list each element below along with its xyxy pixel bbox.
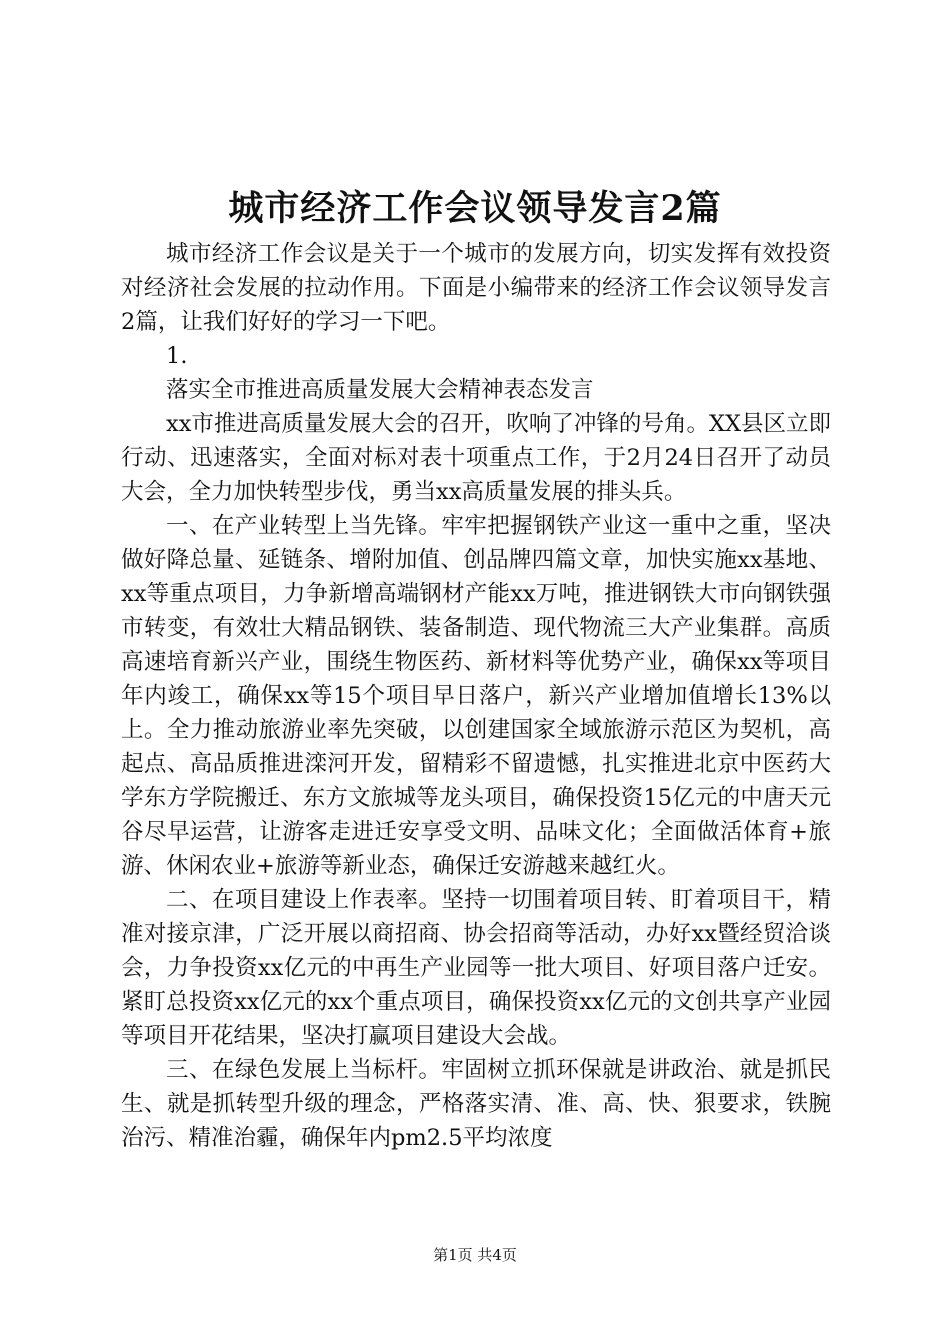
page-footer: 第1页 共4页 <box>433 1246 517 1264</box>
section-number: 1. <box>166 343 188 369</box>
body-paragraph: 二、在项目建设上作表率。坚持一切围着项目转、盯着项目干，精准对接京津，广泛开展以商招商、协会招商等活动，办好xx暨经贸洽谈会，力争投资xx亿元的中再生产业园等一批大项目、好项目落户迁安。紧盯总投资xx亿元的xx个重点项目，确保投资xx亿元的文创共享产业园等项目开花结果，坚决打赢项目建设大会战。 <box>121 887 831 1049</box>
body-paragraph: xx市推进高质量发展大会的召开，吹响了冲锋的号角。XX县区立即行动、迅速落实，全面对标对表十项重点工作，于2月24日召开了动员大会，全力加快转型步伐，勇当xx高质量发展的排头兵。 <box>121 411 831 505</box>
body-paragraph: 三、在绿色发展上当标杆。牢固树立抓环保就是讲政治、就是抓民生、就是抓转型升级的理念，严格落实清、准、高、快、狠要求，铁腕治污、精准治霾，确保年内pm2.5平均浓度 <box>121 1057 831 1151</box>
section-heading: 落实全市推进高质量发展大会精神表态发言 <box>166 377 594 403</box>
body-paragraph: 一、在产业转型上当先锋。牢牢把握钢铁产业这一重中之重，坚决做好降总量、延链条、增附加值、创品牌四篇文章，加快实施xx基地、xx等重点项目，力争新增高端钢材产能xx万吨，推进钢铁大市向钢铁强市转变，有效壮大精品钢铁、装备制造、现代物流三大产业集群。高质高速培育新兴产业，围绕生物医药、新材料等优势产业，确保xx等项目年内竣工，确保xx等15个项目早日落户，新兴产业增加值增长13%以上。全力推动旅游业率先突破，以创建国家全域旅游示范区为契机，高起点、高品质推进滦河开发，留精彩不留遗憾，扎实推进北京中医药大学东方学院搬迁、东方文旅城等龙头项目，确保投资15亿元的中唐天元谷尽早运营，让游客走进迁安享受文明、品味文化；全面做活体育+旅游、休闲农业+旅游等新业态，确保迁安游越来越红火。 <box>121 513 831 879</box>
intro-paragraph: 城市经济工作会议是关于一个城市的发展方向，切实发挥有效投资对经济社会发展的拉动作用。下面是小编带来的经济工作会议领导发言2篇，让我们好好的学习一下吧。 <box>121 241 831 335</box>
document-title: 城市经济工作会议领导发言2篇 <box>228 188 722 229</box>
document-body <box>121 237 831 1155</box>
